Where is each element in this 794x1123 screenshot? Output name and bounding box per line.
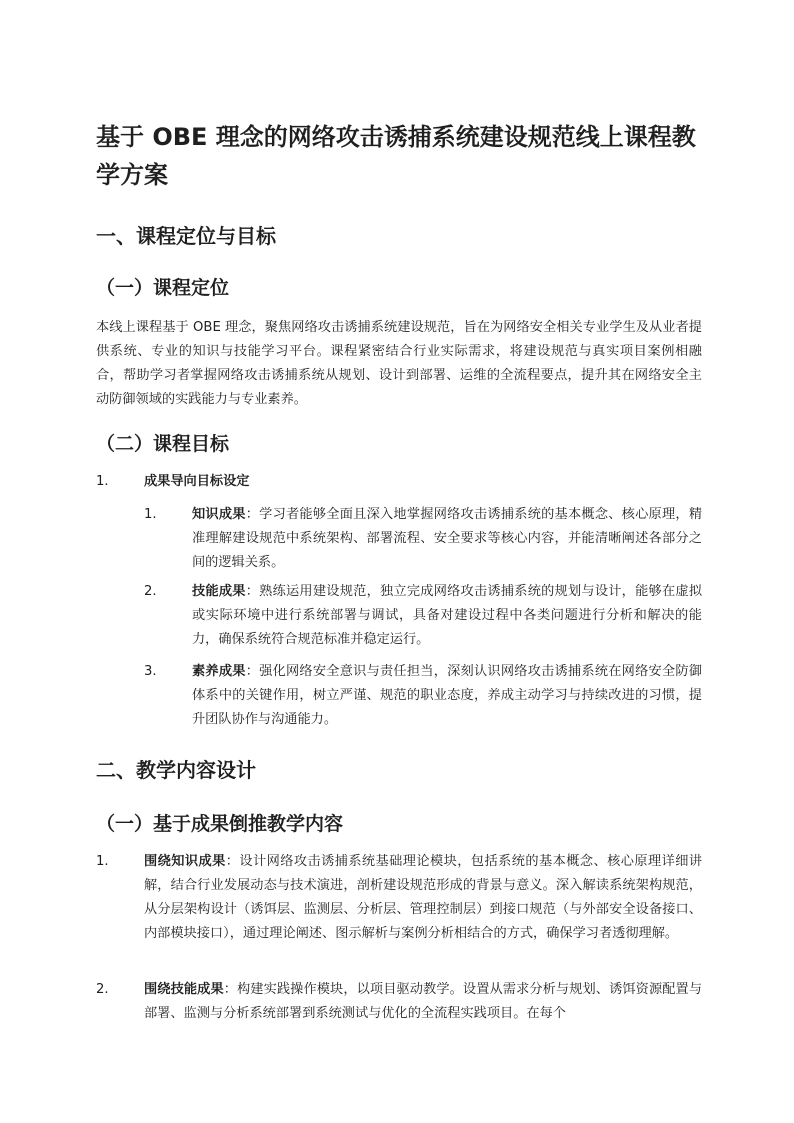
list-item [144,470,704,494]
sublist-number: 2. [144,584,157,599]
section2-heading: 二、教学内容设计 [96,758,256,782]
list-item-label: 围绕技能成果 [144,982,224,997]
sublist-item [192,580,702,652]
list-item-text: ：构建实践操作模块，以项目驱动教学。设置从需求分析与规划、诱饵资源配置与部署、监测与分析系统部署到系统测试与优化的全流程实践项目。在每个 [144,982,703,1021]
sublist-number: 1. [144,507,157,522]
list-item [144,978,702,1026]
sublist-number: 3. [144,664,157,679]
document-title: 基于 OBE 理念的网络攻击诱捕系统建设规范线上课程教学方案 [96,123,696,189]
list-number: 1. [96,854,109,869]
list-item [144,850,702,946]
section1-sub2-heading: （二）课程目标 [96,433,230,455]
list-number: 2. [96,982,109,997]
sublist-item-label: 技能成果 [192,584,246,599]
sublist-item-label: 知识成果 [192,507,246,522]
section2-sub1-heading: （一）基于成果倒推教学内容 [96,813,344,835]
sublist-item-text: ：强化网络安全意识与责任担当，深刻认识网络攻击诱捕系统在网络安全防御体系中的关键作用，树立严谨、规范的职业态度，养成主动学习与持续改进的习惯，提升团队协作与沟通能力。 [192,664,703,727]
section1-heading: 一、课程定位与目标 [96,224,276,248]
sublist-item-label: 素养成果 [192,664,246,679]
sublist-item-text: ：熟练运用建设规范，独立完成网络攻击诱捕系统的规划与设计，能够在虚拟或实际环境中进行系统部署与调试，具备对建设过程中各类问题进行分析和解决的能力，确保系统符合规范标准并稳定运行。 [192,584,703,647]
section1-sub1-heading: （一）课程定位 [96,277,230,299]
list-item-label: 围绕知识成果 [144,854,226,869]
sublist-item [192,503,702,575]
sublist-item [192,660,702,732]
course-positioning-paragraph: 本线上课程基于 OBE 理念，聚焦网络攻击诱捕系统建设规范，旨在为网络安全相关专业学生及从业者提供系统、专业的知识与技能学习平台。课程紧密结合行业实际需求，将建设规范与真实项目案例相融合，帮助学习者掌握网络攻击诱捕系统从规划、设计到部署、运维的全流程要点，提升其在网络安全主动防御领域的实践能力与专业素养。 [96,320,702,407]
list-number: 1. [96,474,109,489]
list-item-text: ：设计网络攻击诱捕系统基础理论模块，包括系统的基本概念、核心原理详细讲解，结合行业发展动态与技术演进，剖析建设规范形成的背景与意义。深入解读系统架构规范，从分层架构设计（诱饵层、监测层、分析层、管理控制层）到接口规范（与外部安全设备接口、内部模块接口），通过理论阐述、图示解析与案例分析相结合的方式，确保学习者透彻理解。 [144,854,703,941]
sublist-item-text: ：学习者能够全面且深入地掌握网络攻击诱捕系统的基本概念、核心原理，精准理解建设规范中系统架构、部署流程、安全要求等核心内容，并能清晰阐述各部分之间的逻辑关系。 [192,507,703,570]
list-item-label: 成果导向目标设定 [144,474,250,489]
